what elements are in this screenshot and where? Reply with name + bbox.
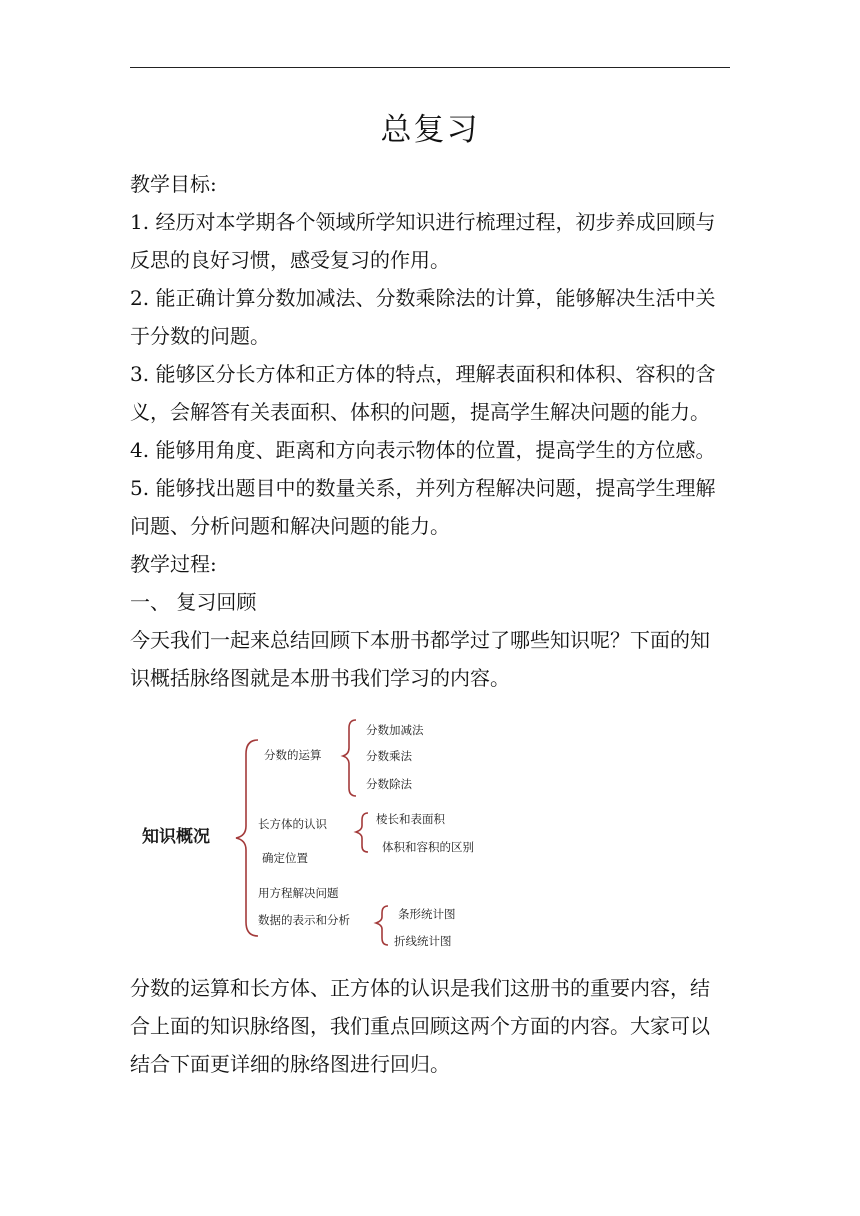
closing-line-3: 结合下面更详细的脉络图进行回归。 [130,1052,450,1076]
root-brace [236,740,258,936]
leaf-line-chart: 折线统计图 [394,934,452,948]
mind-map-root: 知识概况 [142,827,210,847]
page-title: 总复习 [380,112,480,148]
leaf-bar-chart: 条形统计图 [398,907,456,921]
branch-equations: 用方程解决问题 [258,886,339,900]
leaf-fraction-multiply: 分数乘法 [366,749,412,763]
branch-cuboid: 长方体的认识 [258,817,327,831]
objectives-heading: 教学目标: [130,172,217,196]
leaf-edge-and-surface-area: 棱长和表面积 [376,812,445,826]
intro-line-1: 今天我们一起来总结回顾下本册书都学过了哪些知识呢？下面的知 [130,628,710,652]
leaf-volume-vs-capacity: 体积和容积的区别 [382,840,474,854]
leaf-fraction-add-subtract: 分数加减法 [366,723,424,737]
process-heading: 教学过程: [130,552,217,576]
knowledge-mind-map [130,710,730,960]
closing-line-2: 合上面的知识脉络图，我们重点回顾这两个方面的内容。大家可以 [130,1014,710,1038]
objective-5-line-2: 问题、分析问题和解决问题的能力。 [130,514,450,538]
objective-5-line-1: 5. 能够找出题目中的数量关系，并列方程解决问题，提高学生理解 [130,476,716,500]
branch-position: 确定位置 [262,851,308,865]
objective-1-line-2: 反思的良好习惯，感受复习的作用。 [130,248,450,272]
objective-1-line-1: 1. 经历对本学期各个领域所学知识进行梳理过程，初步养成回顾与 [130,210,716,234]
cuboid-brace [356,813,368,852]
branch-data-analysis: 数据的表示和分析 [258,913,350,927]
header-rule [130,67,730,68]
data-brace [376,906,388,945]
closing-line-1: 分数的运算和长方体、正方体的认识是我们这册书的重要内容，结 [130,976,710,1000]
objective-2-line-2: 于分数的问题。 [130,324,270,348]
branch-fraction-operations: 分数的运算 [264,748,322,762]
intro-line-2: 识概括脉络图就是本册书我们学习的内容。 [130,666,510,690]
objective-2-line-1: 2. 能正确计算分数加减法、分数乘除法的计算，能够解决生活中关 [130,286,716,310]
fraction-brace [343,720,356,796]
objective-4-line-1: 4. 能够用角度、距离和方向表示物体的位置，提高学生的方位感。 [130,438,716,462]
section-heading: 一、 复习回顾 [130,590,257,614]
leaf-fraction-divide: 分数除法 [366,777,412,791]
objective-3-line-2: 义，会解答有关表面积、体积的问题，提高学生解决问题的能力。 [130,400,710,424]
objective-3-line-1: 3. 能够区分长方体和正方体的特点，理解表面积和体积、容积的含 [130,362,716,386]
